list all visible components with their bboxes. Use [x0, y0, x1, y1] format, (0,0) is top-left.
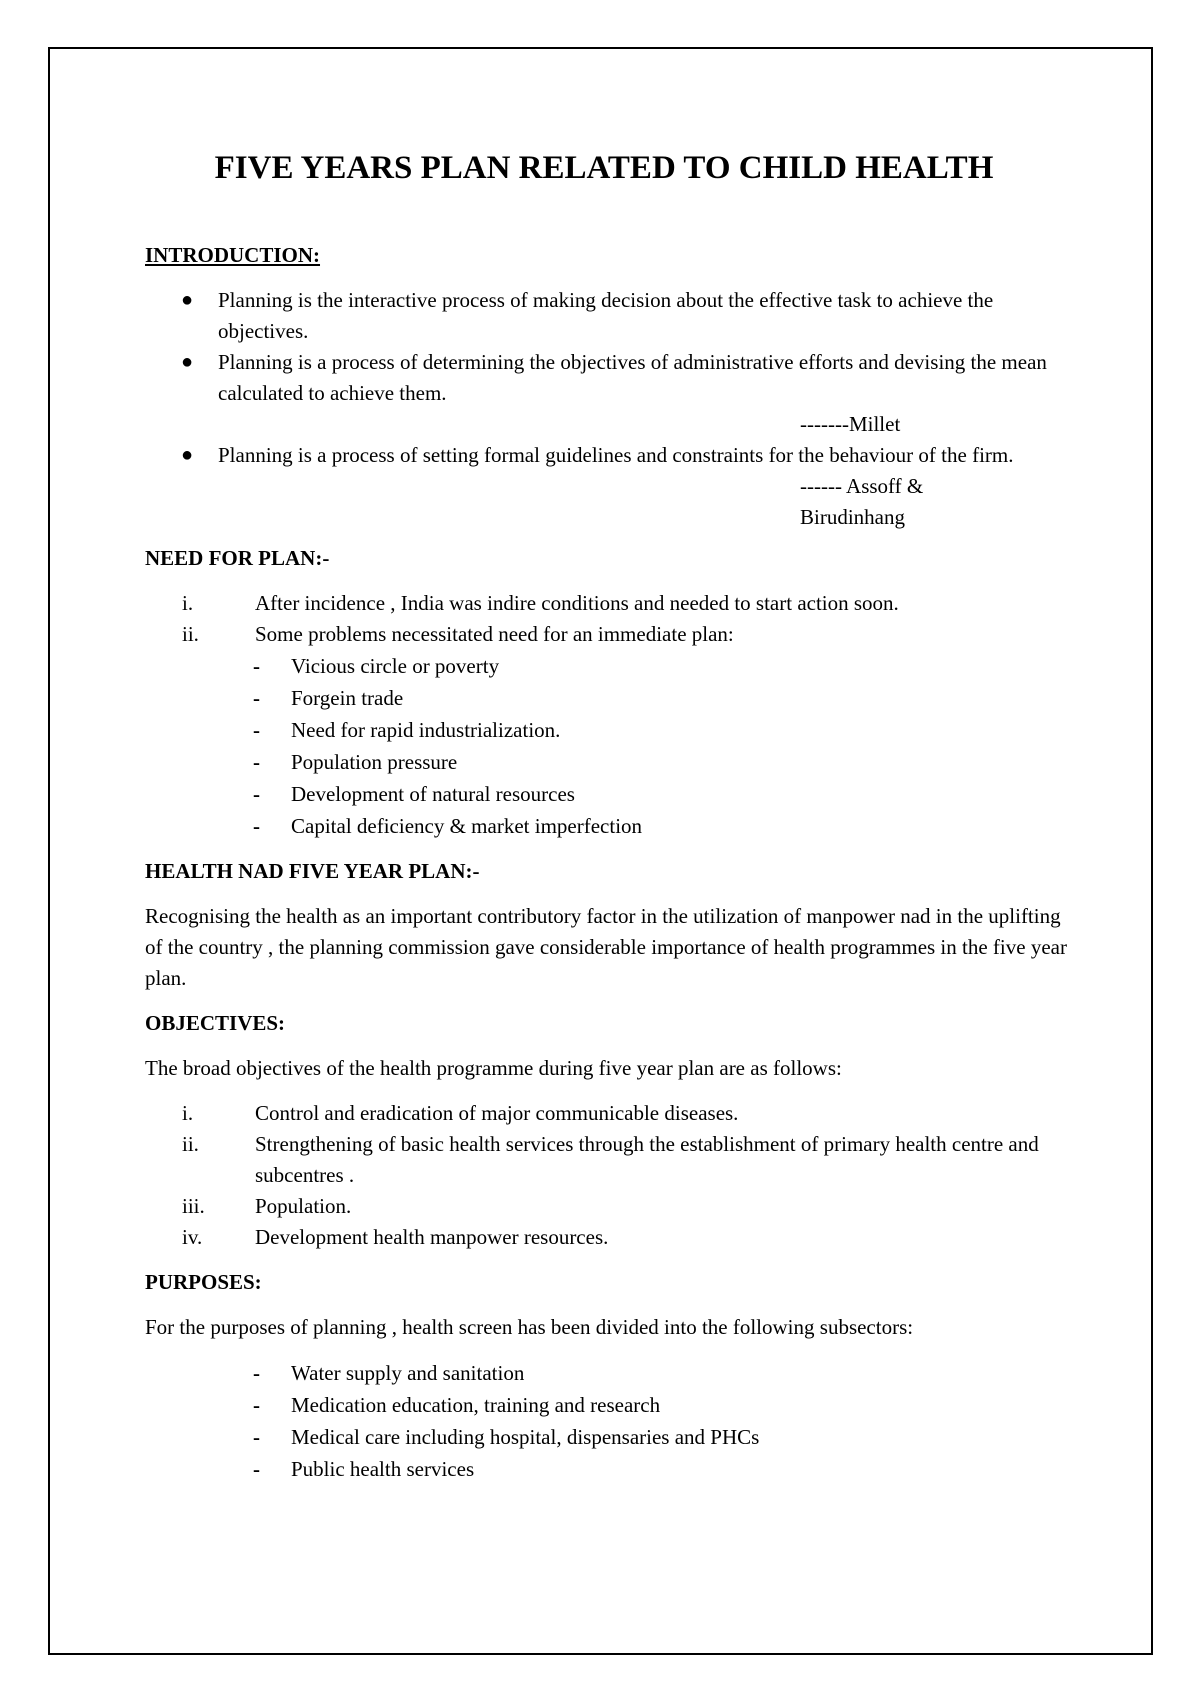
list-item: - Public health services [145, 1453, 1075, 1485]
dash-icon: - [253, 686, 260, 710]
introduction-list-continued [145, 440, 1075, 471]
attribution-millet: -------Millet [800, 412, 901, 436]
dash-icon: - [253, 1361, 260, 1385]
need-list [145, 588, 1075, 650]
purposes-list [145, 1357, 1075, 1485]
dash-icon: - [253, 814, 260, 838]
health-plan-heading: HEALTH NAD FIVE YEAR PLAN:- [145, 859, 480, 883]
list-item: - Vicious circle or poverty [145, 650, 1075, 682]
list-item: ● Planning is the interactive process of making decision about the effective task to achieve the objectives. [145, 285, 1075, 347]
introduction-list [145, 285, 1075, 409]
bullet-icon: ● [181, 289, 194, 311]
list-item: i. Control and eradication of major communicable diseases. [182, 1101, 739, 1125]
bullet-icon: ● [181, 351, 194, 373]
attribution-assoff: ------ Assoff & [800, 474, 924, 498]
list-item: - Water supply and sanitation [145, 1357, 1075, 1389]
objectives-intro: The broad objectives of the health programme during five year plan are as follows: [145, 1056, 842, 1080]
list-item: - Population pressure [145, 746, 1075, 778]
list-item: - Capital deficiency & market imperfection [145, 810, 1075, 842]
need-for-plan-heading: NEED FOR PLAN:- [145, 546, 330, 570]
dash-icon: - [253, 750, 260, 774]
list-item: ● Planning is a process of setting formal guidelines and constraints for the behaviour of the firm. [145, 440, 1075, 471]
list-item: iv. Development health manpower resources. [182, 1225, 609, 1249]
dash-icon: - [253, 1393, 260, 1417]
introduction-heading: INTRODUCTION: [145, 243, 321, 267]
attribution-birudinhang: Birudinhang [800, 505, 905, 529]
health-plan-paragraph: Recognising the health as an important contributory factor in the utilization of manpower nad in the uplifting of the country , the planning commission gave considerable importance of health programmes in the five year plan. [145, 904, 1067, 990]
document-body [145, 148, 1075, 1485]
list-item: ii. Strengthening of basic health services through the establishment of primary health centre and subcentres . [182, 1132, 1039, 1187]
list-item: iii. Population. [182, 1194, 352, 1218]
list-item: - Development of natural resources [145, 778, 1075, 810]
dash-icon: - [253, 654, 260, 678]
dash-icon: - [253, 718, 260, 742]
bullet-icon: ● [181, 444, 194, 466]
need-sub-list [145, 650, 1075, 842]
list-item: - Medical care including hospital, dispensaries and PHCs [145, 1421, 1075, 1453]
purposes-heading: PURPOSES: [145, 1270, 262, 1294]
list-item: i. After incidence , India was indire conditions and needed to start action soon. [182, 591, 899, 615]
list-item: - Medication education, training and research [145, 1389, 1075, 1421]
document-title: FIVE YEARS PLAN RELATED TO CHILD HEALTH [214, 150, 994, 186]
list-item: ii. Some problems necessitated need for an immediate plan: [182, 622, 734, 646]
list-item: - Forgein trade [145, 682, 1075, 714]
dash-icon: - [253, 782, 260, 806]
objectives-list [145, 1098, 1075, 1253]
list-item: ● Planning is a process of determining the objectives of administrative efforts and devising the mean calculated to achieve them. [145, 347, 1075, 409]
objectives-heading: OBJECTIVES: [145, 1011, 286, 1035]
purposes-intro: For the purposes of planning , health screen has been divided into the following subsectors: [145, 1315, 914, 1339]
dash-icon: - [253, 1457, 260, 1481]
list-item: - Need for rapid industrialization. [145, 714, 1075, 746]
dash-icon: - [253, 1425, 260, 1449]
